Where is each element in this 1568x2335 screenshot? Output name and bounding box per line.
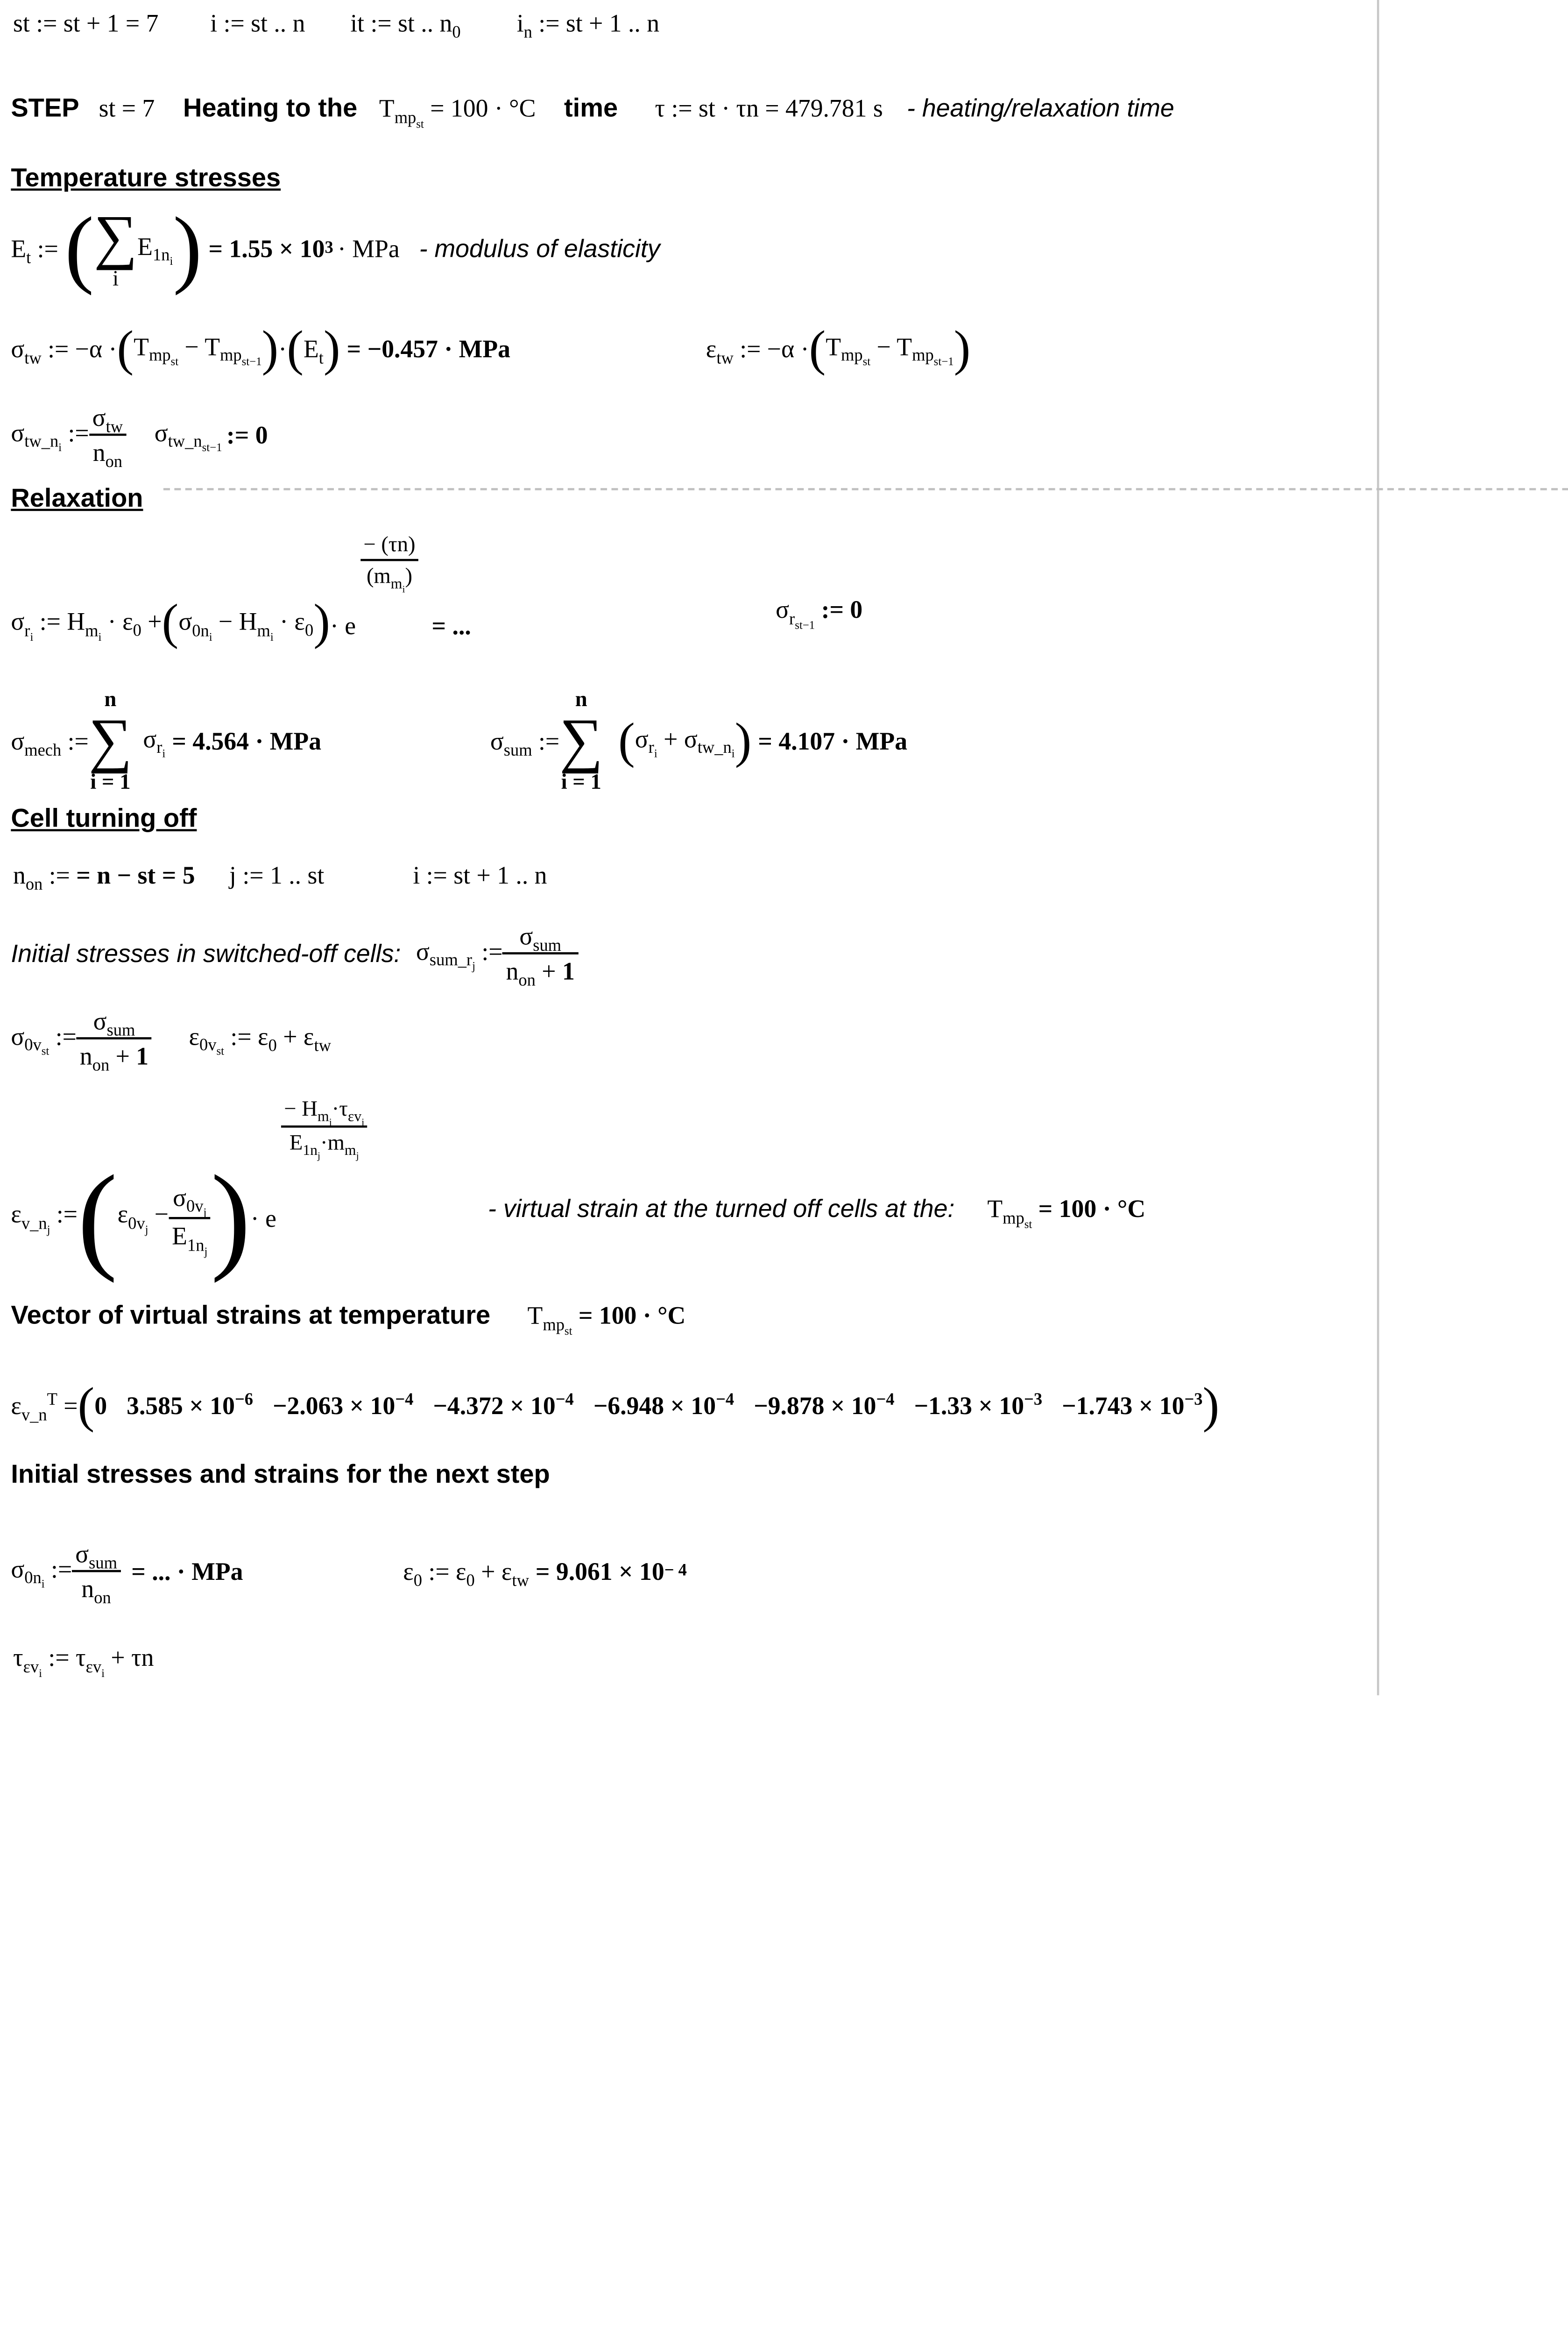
vector-entry-mantissa: −9.878 × 10 — [754, 1392, 876, 1419]
step-value[interactable]: st = 7 — [99, 94, 155, 122]
vector-entry-mantissa: −6.948 × 10 — [593, 1392, 716, 1419]
vector-entry-mantissa: −1.743 × 10 — [1062, 1392, 1185, 1419]
time-comment: - heating/relaxation time — [907, 93, 1174, 122]
vector-entry — [433, 1392, 573, 1419]
vector-heading-line: Vector of virtual strains at temperature $T_{mp_{st}} = 100 \cdot ^\circ C$ — [11, 1301, 686, 1338]
et-equation[interactable]: $E_t$ := ( ∑ i $E_{1n_i}$ ) = 1.55 × 10 3 · MPa - modulus of elasticity — [11, 200, 660, 297]
initial-stresses-label: Initial stresses in switched-off cells: — [11, 938, 401, 967]
vector-equation[interactable]: $\varepsilon_{v\_n}^T$ = ( 0 $3.585 \times 10^{-6} -2.063 \times 10^{-4} -4.372 \times 10^{-4} -6.948 \times 10^{-4} -9.878 \times 10^{-4} -1.33 \times 10^{-3} -1.743 \times 10^{-3}$ ) — [11, 1377, 1220, 1433]
tau-expr[interactable]: τ := st · τn = 479.781 s — [655, 94, 883, 122]
vector-entry — [754, 1392, 894, 1419]
eps-v-n-equation[interactable]: $\varepsilon_{v\_n_j}$ := ( $\varepsilon_{0v_j}$ − $\frac{\sigma_{0v_j}}{E_{1n_j}}$ ) · e $\frac{- H_{m_j}\cdot\tau_{\varepsilon v_j}}{E_{1n_j}\cdot m_{m_j}}$ — [11, 1098, 367, 1277]
eps0-equation[interactable]: $\varepsilon_0$ := $\varepsilon_0 + \varepsilon_{tw}$ = 9.061 × 10 − 4 — [403, 1557, 687, 1590]
assign-st[interactable]: st := st + 1 = 7 — [13, 9, 159, 37]
et-comment: - modulus of elasticity — [419, 234, 660, 262]
eps-tw-equation[interactable]: $\varepsilon_{tw}$ := −α · ( $T_{mp_{st}} - T_{mp_{st-1}}$ ) — [706, 320, 971, 376]
vector-entry-exponent: −4 — [395, 1390, 414, 1409]
virtual-strain-comment: - virtual strain at the turned off cells at the: — [488, 1194, 955, 1223]
sigma-sum-equation[interactable]: $\sigma_{sum}$ := n ∑ i = 1 ( $\sigma_{r_i} + \sigma_{tw\_n_i}$ ) = 4.107 · MPa — [490, 687, 908, 794]
range-i[interactable]: i := st .. n — [210, 9, 305, 37]
vector-entry-mantissa: −4.372 × 10 — [433, 1392, 556, 1419]
non-line[interactable]: $n_{on}$ := = n − st = 5 j := 1 .. st i := st + 1 .. n — [13, 862, 547, 894]
sigma-tw-equation[interactable]: $\sigma_{tw}$ := −α · ( $T_{mp_{st}} - T_{mp_{st-1}}$ ) · ( $E_t$ ) = −0.457 · MPa — [11, 320, 510, 376]
range-it[interactable]: it := st .. $n_0$ — [350, 9, 461, 42]
vector-entry — [127, 1392, 253, 1419]
temperature-heading: Temperature stresses — [11, 163, 281, 193]
initial-stresses-line: Initial stresses in switched-off cells: $\sigma_{sum\_r_j}$ := $\frac{\sigma_{sum}}{n_{on} + 1}$ — [11, 913, 578, 994]
vector-entry-exponent: −3 — [1024, 1390, 1043, 1409]
vector-entry — [914, 1392, 1042, 1419]
vector-entry-mantissa: 0 — [94, 1392, 107, 1419]
time-label: time — [564, 93, 618, 123]
step-label: STEP — [11, 93, 79, 123]
relaxation-heading: Relaxation — [11, 483, 143, 513]
vector-entry-exponent: −3 — [1184, 1390, 1203, 1409]
heating-label: Heating to the — [183, 93, 358, 123]
sigma-r-zero[interactable]: $\sigma_{r_{st-1}}$ := 0 — [776, 596, 863, 632]
range-in[interactable]: $i_n$ := st + 1 .. n — [516, 9, 660, 42]
virtual-strain-comment-line: - virtual strain at the turned off cells at the: $T_{mp_{st}} = 100 \cdot ^\circ C$ — [488, 1194, 1146, 1231]
vector-entry-exponent: −6 — [234, 1390, 253, 1409]
tau-ev-equation[interactable]: $\tau_{\varepsilon v_i}$ := $\tau_{\varepsilon v_i} + \tau n$ — [13, 1644, 154, 1680]
vector-entry-mantissa: −1.33 × 10 — [914, 1392, 1024, 1419]
sigma-mech-equation[interactable]: $\sigma_{mech}$ := n ∑ i = 1 $\sigma_{r_i}$ = 4.564 · MPa — [11, 687, 322, 794]
page-boundary-horizontal — [163, 488, 1568, 490]
vector-heading: Vector of virtual strains at temperature — [11, 1301, 491, 1330]
step-line — [11, 93, 1174, 131]
vector-entry-exponent: −4 — [716, 1390, 735, 1409]
vector-entry — [273, 1392, 413, 1419]
vector-entry-exponent: −4 — [876, 1390, 895, 1409]
header-equations — [13, 9, 660, 42]
page-boundary-vertical — [1377, 0, 1379, 1695]
sigma0v-equation[interactable]: $\sigma_{0v_{st}}$ := $\frac{\sigma_{sum}}{n_{on} + 1}$ $\varepsilon_{0v_{st}}$ := $\varepsilon_0 + \varepsilon_{tw}$ — [11, 1007, 331, 1075]
step-temp[interactable]: $T_{mp_{st}} = 100 \cdot ^\circ C$ — [379, 94, 536, 131]
cell-off-heading: Cell turning off — [11, 804, 197, 834]
vector-entry-mantissa: 3.585 × 10 — [127, 1392, 235, 1419]
next-step-heading: Initial stresses and strains for the next step — [11, 1460, 550, 1490]
vector-entry — [94, 1392, 107, 1419]
vector-values — [94, 1390, 1203, 1419]
sigma-tw-n-equation[interactable]: $\sigma_{tw\_n_i}$ := $\frac{\sigma_{tw}}{n_{on}}$ $\sigma_{tw\_n_{st-1}}$ := 0 — [11, 403, 268, 471]
sigma-r-equation[interactable]: $\sigma_{r_i}$ := $H_{m_i} \cdot \varepsilon_0$ + ( $\sigma_{0n_i} - H_{m_i} \cdot \varepsilon_0$ ) · e $\frac{- (\tau n)}{(m_{m_i})}$ = ... — [11, 532, 471, 650]
vector-entry — [1062, 1392, 1202, 1419]
vector-entry-mantissa: −2.063 × 10 — [272, 1392, 396, 1419]
sigma0n-equation[interactable]: $\sigma_{0n_i}$ := $\frac{\sigma_{sum}}{n_{on}}$ = ... · MPa — [11, 1540, 243, 1607]
vector-entry-exponent: −4 — [555, 1390, 574, 1409]
vector-entry — [593, 1392, 734, 1419]
